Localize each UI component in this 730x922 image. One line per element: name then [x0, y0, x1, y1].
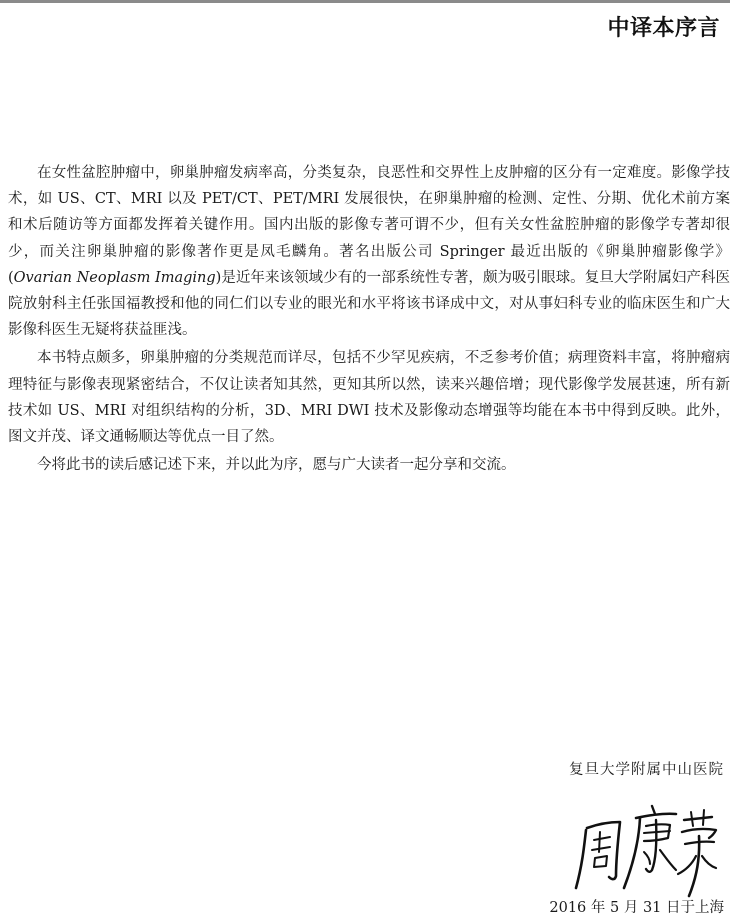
top-rule: [0, 0, 730, 3]
preface-paragraph-3: 今将此书的读后感记述下来，并以此为序，愿与广大读者一起分享和交流。: [37, 457, 516, 474]
page-title: 中译本序言: [607, 16, 720, 41]
signature-date-place: 2016 年 5 月 31 日于上海: [549, 900, 724, 916]
preface-paragraph-1: [8, 160, 730, 343]
preface-paragraph-2: 本书特点颇多，卵巢肿瘤的分类规范而详尽，包括不少罕见疾病，不乏参考价值；病理资料丰富，将肿瘤病理特征与影像表现紧密结合，不仅让读者知其然，更知其所以然，读来兴趣倍增；现代影像学发展甚速，所有新技术如 US、MRI 对组织结构的分析，3D、MRI DWI 技术及影像动态增强等均能在本书中得到反映。此外，图文并茂、译文通畅顺达等优点一目了然。: [8, 350, 730, 446]
book-title-italic: Ovarian Neoplasm Imaging: [13, 269, 216, 286]
preface-body: [8, 160, 730, 478]
paragraph-1-text-end: )是近年来该领域少有的一部系统性专著，颇为吸引眼球。复旦大学附属妇产科医院放射科主任张国福教授和他的同仁们以专业的眼光和水平将该书译成中文，对从事妇科专业的临床医生和广大影像科医生无疑将获益匪浅。: [8, 269, 730, 339]
paragraph-1-text-start: 在女性盆腔肿瘤中，卵巢肿瘤发病率高，分类复杂，良恶性和交界性上皮肿瘤的区分有一定难度。影像学技术，如 US、CT、MRI 以及 PET/CT、PET/MRI 发展很快，在卵巢肿瘤的检测、定性、分期、优化术前方案和术后随访等方面都发挥着关键作用。国内出版的影像专著可谓不少，但有关女性盆腔肿瘤的影像学专著却很少，而关注卵巢肿瘤的影像著作更是凤毛麟角。著名出版公司 Springer 最近出版的《卵巢肿瘤影像学》(: [8, 165, 730, 286]
signature-organization: 复旦大学附属中山医院: [569, 762, 724, 778]
handwritten-signature: [572, 800, 722, 900]
